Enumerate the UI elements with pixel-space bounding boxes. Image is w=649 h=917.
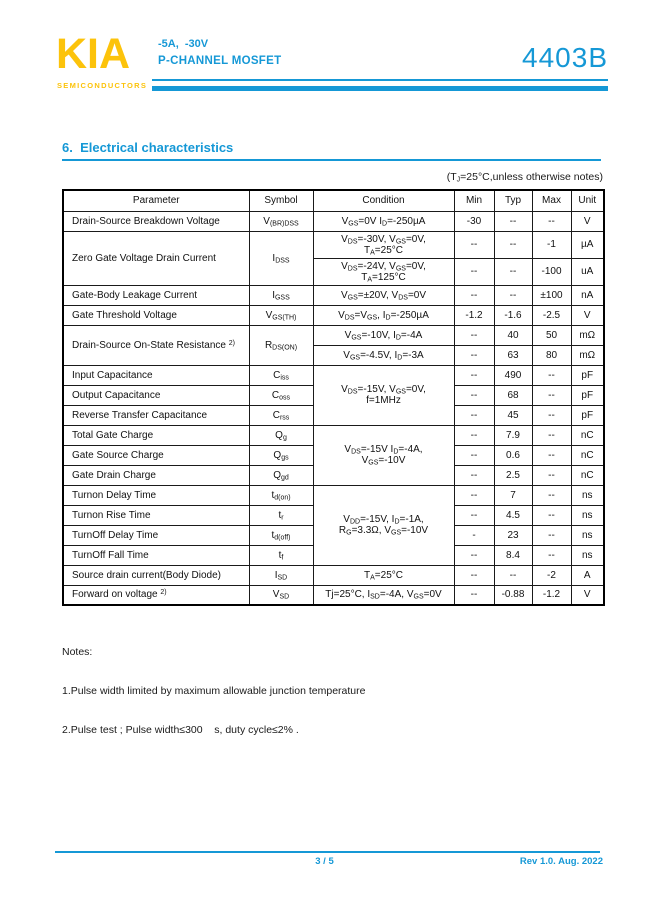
cell-parameter: TurnOff Delay Time: [63, 525, 249, 545]
cell-min: --: [454, 325, 494, 345]
cell-min: --: [454, 425, 494, 445]
cell-min: --: [454, 585, 494, 605]
cell-max: --: [532, 505, 571, 525]
table-row: [63, 305, 604, 325]
revision-label: Rev 1.0. Aug. 2022: [519, 856, 603, 867]
cell-symbol: $I_{SD}$: [249, 565, 313, 585]
table-row: [63, 325, 604, 345]
part-number: 4403B: [522, 42, 608, 73]
cell-min: --: [454, 485, 494, 505]
col-header-unit: Unit: [571, 190, 604, 211]
cell-min: --: [454, 231, 494, 258]
cell-max: 50: [532, 325, 571, 345]
cell-max: --: [532, 385, 571, 405]
cell-unit: V: [571, 305, 604, 325]
cell-symbol: $Q_{gd}$: [249, 465, 313, 485]
cell-typ: 7.9: [494, 425, 532, 445]
cell-min: --: [454, 445, 494, 465]
table-row: [63, 565, 604, 585]
cell-parameter: Input Capacitance: [63, 365, 249, 385]
cell-unit: mΩ: [571, 345, 604, 365]
table-row: [63, 365, 604, 385]
cell-symbol: $C_{oss}$: [249, 385, 313, 405]
cell-max: --: [532, 465, 571, 485]
cell-max: --: [532, 485, 571, 505]
col-header-typ: Typ: [494, 190, 532, 211]
cell-max: -2.5: [532, 305, 571, 325]
cell-condition: $V_{DS}=-24V$, $V_{GS}=0V$, $T_A=125^\circ C$: [313, 258, 454, 285]
cell-unit: ns: [571, 485, 604, 505]
cell-typ: 68: [494, 385, 532, 405]
cell-parameter: Drain-Source Breakdown Voltage: [63, 211, 249, 231]
device-rating: -5A, -30V: [158, 38, 209, 50]
cell-min: --: [454, 385, 494, 405]
table-header-row: [63, 190, 604, 211]
device-type: P-CHANNEL MOSFET: [158, 55, 282, 67]
test-condition-note: ($T_J=25^\circ C,unless$ otherwise notes): [446, 171, 603, 184]
cell-max: -1.2: [532, 585, 571, 605]
cell-condition: $V_{DS}=-15V$, $V_{GS}=0V$, f=1MHz: [313, 365, 454, 425]
cell-max: -2: [532, 565, 571, 585]
cell-typ: -1.6: [494, 305, 532, 325]
cell-symbol: $I_{GSS}$: [249, 285, 313, 305]
cell-unit: V: [571, 585, 604, 605]
page-number: 3 / 5: [315, 856, 334, 867]
cell-unit: uA: [571, 258, 604, 285]
note-line: 1.Pulse width limited by maximum allowable junction temperature: [62, 685, 366, 697]
cell-min: --: [454, 505, 494, 525]
cell-max: --: [532, 211, 571, 231]
cell-unit: nA: [571, 285, 604, 305]
cell-parameter: Gate-Body Leakage Current: [63, 285, 249, 305]
cell-typ: -0.88: [494, 585, 532, 605]
cell-typ: 40: [494, 325, 532, 345]
cell-max: --: [532, 425, 571, 445]
table-row: [63, 231, 604, 258]
cell-condition: $T_A=25^\circ C$: [313, 565, 454, 585]
cell-parameter: Turnon Rise Time: [63, 505, 249, 525]
notes-title: Notes:: [62, 646, 93, 658]
cell-min: --: [454, 545, 494, 565]
cell-symbol: $t_r$: [249, 505, 313, 525]
cell-unit: ns: [571, 525, 604, 545]
cell-max: --: [532, 545, 571, 565]
cell-symbol: $V_{GS(TH)}$: [249, 305, 313, 325]
cell-parameter: Zero Gate Voltage Drain Current: [63, 231, 249, 285]
cell-unit: A: [571, 565, 604, 585]
notes-block: [62, 620, 365, 763]
cell-symbol: $V_{(BR)DSS}$: [249, 211, 313, 231]
cell-symbol: $V_{SD}$: [249, 585, 313, 605]
cell-typ: 4.5: [494, 505, 532, 525]
col-header-condition: Condition: [313, 190, 454, 211]
cell-symbol: $Q_{gs}$: [249, 445, 313, 465]
cell-min: --: [454, 258, 494, 285]
cell-symbol: $t_f$: [249, 545, 313, 565]
cell-max: -100: [532, 258, 571, 285]
cell-unit: µA: [571, 231, 604, 258]
section-underline: [62, 159, 601, 161]
footer-rule: [55, 851, 600, 853]
cell-min: -1.2: [454, 305, 494, 325]
cell-min: --: [454, 285, 494, 305]
cell-max: --: [532, 405, 571, 425]
cell-parameter: Gate Drain Charge: [63, 465, 249, 485]
cell-typ: 7: [494, 485, 532, 505]
cell-parameter: Gate Threshold Voltage: [63, 305, 249, 325]
cell-symbol: $t_{d(off)}$: [249, 525, 313, 545]
cell-symbol: $C_{rss}$: [249, 405, 313, 425]
cell-symbol: $t_{d(on)}$: [249, 485, 313, 505]
cell-symbol: $I_{DSS}$: [249, 231, 313, 285]
table-row: [63, 485, 604, 505]
cell-unit: nC: [571, 465, 604, 485]
cell-unit: ns: [571, 505, 604, 525]
table-row: [63, 425, 604, 445]
col-header-min: Min: [454, 190, 494, 211]
cell-typ: --: [494, 565, 532, 585]
cell-condition: $V_{GS}=-4.5V$, $I_D=-3A$: [313, 345, 454, 365]
cell-min: --: [454, 345, 494, 365]
cell-parameter: Forward on voltage $^{2)}$: [63, 585, 249, 605]
cell-unit: pF: [571, 385, 604, 405]
cell-typ: 8.4: [494, 545, 532, 565]
cell-symbol: $C_{iss}$: [249, 365, 313, 385]
cell-typ: 45: [494, 405, 532, 425]
cell-condition: $V_{GS}=\pm 20V$, $V_{DS}=0V$: [313, 285, 454, 305]
cell-typ: 490: [494, 365, 532, 385]
cell-typ: 2.5: [494, 465, 532, 485]
cell-unit: nC: [571, 445, 604, 465]
cell-typ: 63: [494, 345, 532, 365]
cell-condition: $V_{DD}=-15V$, $I_D=-1A$, $R_G=3.3\Omega$, $V_{GS}=-10V$: [313, 485, 454, 565]
cell-max: ±100: [532, 285, 571, 305]
cell-min: --: [454, 565, 494, 585]
table-row: [63, 211, 604, 231]
cell-symbol: $Q_g$: [249, 425, 313, 445]
cell-typ: 0.6: [494, 445, 532, 465]
cell-parameter: Reverse Transfer Capacitance: [63, 405, 249, 425]
note-line: 2.Pulse test ; Pulse width≤300 s, duty cycle≤2% .: [62, 724, 299, 736]
kia-logo: KIA: [56, 30, 131, 78]
cell-unit: ns: [571, 545, 604, 565]
cell-condition: $V_{DS}=V_{GS}$, $I_D=-250\mu A$: [313, 305, 454, 325]
cell-unit: nC: [571, 425, 604, 445]
cell-unit: V: [571, 211, 604, 231]
col-header-parameter: Parameter: [63, 190, 249, 211]
cell-parameter: Output Capacitance: [63, 385, 249, 405]
cell-typ: --: [494, 211, 532, 231]
cell-typ: --: [494, 258, 532, 285]
kia-logo-subtext: SEMICONDUCTORS: [57, 81, 148, 90]
cell-min: -30: [454, 211, 494, 231]
cell-unit: pF: [571, 405, 604, 425]
cell-unit: mΩ: [571, 325, 604, 345]
cell-min: --: [454, 365, 494, 385]
header-rule-thick: [152, 86, 608, 91]
cell-condition: $V_{GS}=0V$ $I_D=-250\mu A$: [313, 211, 454, 231]
cell-parameter: Total Gate Charge: [63, 425, 249, 445]
section-title: 6. Electrical characteristics: [62, 140, 234, 155]
cell-condition: $V_{DS}=-15V$ $I_D=-4A$, $V_{GS}=-10V$: [313, 425, 454, 485]
cell-parameter: TurnOff Fall Time: [63, 545, 249, 565]
header-rule-thin: [152, 79, 608, 81]
cell-max: 80: [532, 345, 571, 365]
cell-min: -: [454, 525, 494, 545]
cell-unit: pF: [571, 365, 604, 385]
cell-max: --: [532, 365, 571, 385]
cell-parameter: Turnon Delay Time: [63, 485, 249, 505]
table-row: [63, 585, 604, 605]
cell-condition: $V_{DS}=-30V$, $V_{GS}=0V$, $T_A=25^\circ C$: [313, 231, 454, 258]
cell-max: --: [532, 445, 571, 465]
cell-typ: --: [494, 231, 532, 258]
cell-parameter: Gate Source Charge: [63, 445, 249, 465]
cell-max: -1: [532, 231, 571, 258]
col-header-symbol: Symbol: [249, 190, 313, 211]
cell-condition: Tj=25°C, $I_{SD}=-4A$, $V_{GS}=0V$: [313, 585, 454, 605]
cell-parameter: Drain-Source On-State Resistance $^{2)}$: [63, 325, 249, 365]
cell-max: --: [532, 525, 571, 545]
cell-typ: 23: [494, 525, 532, 545]
col-header-max: Max: [532, 190, 571, 211]
cell-condition: $V_{GS}=-10V$, $I_D=-4A$: [313, 325, 454, 345]
cell-min: --: [454, 405, 494, 425]
cell-typ: --: [494, 285, 532, 305]
cell-min: --: [454, 465, 494, 485]
electrical-characteristics-table: [62, 189, 605, 606]
table-row: [63, 285, 604, 305]
cell-parameter: Source drain current(Body Diode): [63, 565, 249, 585]
cell-symbol: $R_{DS(ON)}$: [249, 325, 313, 365]
